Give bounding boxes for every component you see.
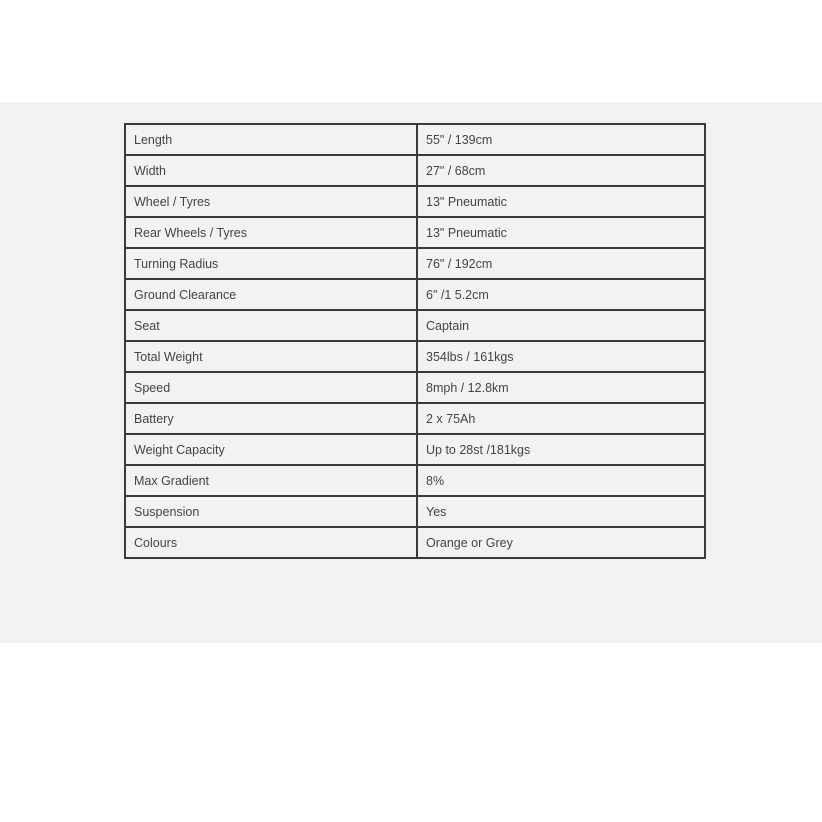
spec-value: 8% [417, 465, 705, 496]
table-row [125, 155, 705, 186]
spec-label: Rear Wheels / Tyres [125, 217, 417, 248]
spec-value: 13" Pneumatic [417, 186, 705, 217]
table-row [125, 279, 705, 310]
table-row [125, 248, 705, 279]
table-row [125, 496, 705, 527]
table-row [125, 341, 705, 372]
spec-label: Battery [125, 403, 417, 434]
spec-label: Suspension [125, 496, 417, 527]
spec-label: Weight Capacity [125, 434, 417, 465]
spec-value: 76" / 192cm [417, 248, 705, 279]
content-band [0, 102, 822, 643]
spec-label: Wheel / Tyres [125, 186, 417, 217]
spec-label: Total Weight [125, 341, 417, 372]
table-row [125, 124, 705, 155]
table-row [125, 527, 705, 558]
table-row [125, 217, 705, 248]
spec-label: Ground Clearance [125, 279, 417, 310]
spec-label: Turning Radius [125, 248, 417, 279]
spec-label: Max Gradient [125, 465, 417, 496]
spec-value: 2 x 75Ah [417, 403, 705, 434]
specifications-table [124, 123, 706, 559]
table-row [125, 434, 705, 465]
table-row [125, 372, 705, 403]
spec-value: Orange or Grey [417, 527, 705, 558]
spec-value: Yes [417, 496, 705, 527]
table-row [125, 310, 705, 341]
spec-label: Speed [125, 372, 417, 403]
spec-value: 13" Pneumatic [417, 217, 705, 248]
table-row [125, 403, 705, 434]
spec-value: 6" /1 5.2cm [417, 279, 705, 310]
spec-value: 8mph / 12.8km [417, 372, 705, 403]
spec-value: 27" / 68cm [417, 155, 705, 186]
spec-label: Length [125, 124, 417, 155]
table-row [125, 186, 705, 217]
spec-label: Colours [125, 527, 417, 558]
spec-value: 354lbs / 161kgs [417, 341, 705, 372]
spec-value: Up to 28st /181kgs [417, 434, 705, 465]
spec-value: Captain [417, 310, 705, 341]
table-row [125, 465, 705, 496]
spec-label: Width [125, 155, 417, 186]
spec-value: 55" / 139cm [417, 124, 705, 155]
spec-label: Seat [125, 310, 417, 341]
